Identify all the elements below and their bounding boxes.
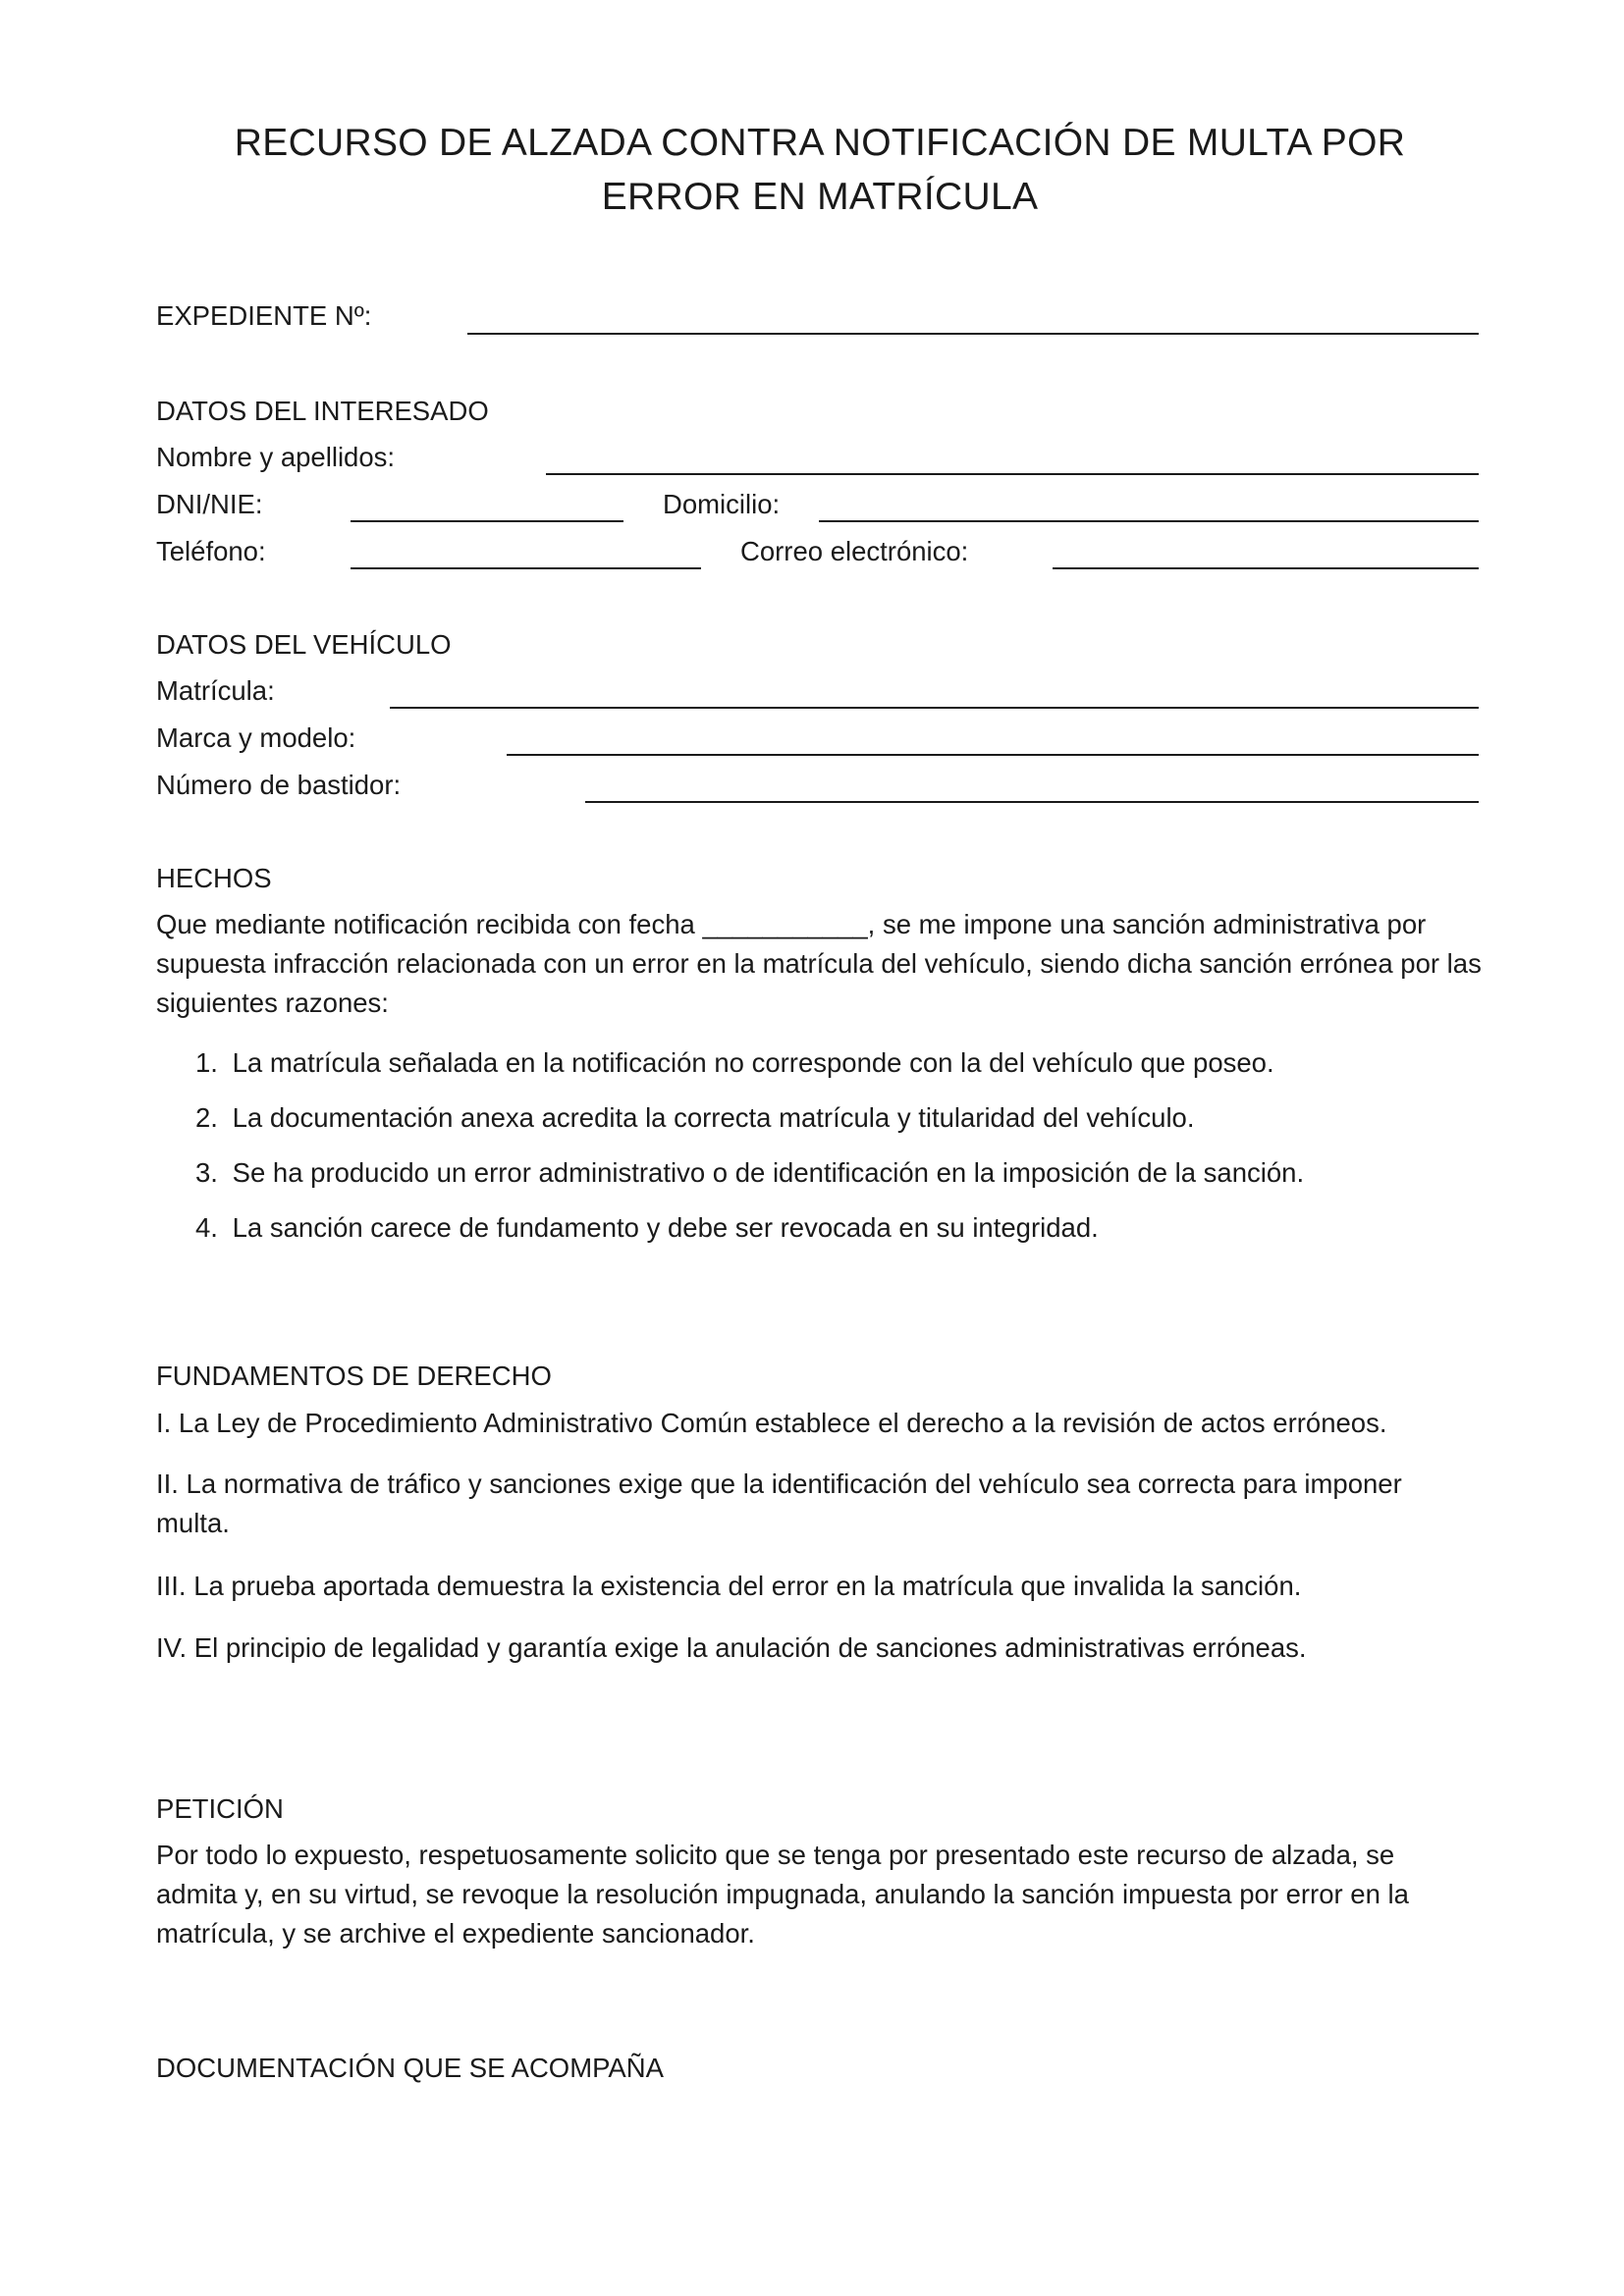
list-item: 1. La matrícula señalada en la notificación no corresponde con la del vehículo que poseo. bbox=[195, 1047, 1274, 1078]
hechos-intro: Que mediante notificación recibida con fecha ___________, se me impone una sanción administrativa por supuesta infracción relacionada con un error en la matrícula del vehículo, siendo dicha sanción errónea por las siguientes razones: bbox=[156, 909, 1482, 1018]
vehiculo-heading: DATOS DEL VEHÍCULO bbox=[156, 629, 452, 660]
marca-field[interactable] bbox=[507, 754, 1479, 756]
hechos-list bbox=[156, 1043, 1472, 1263]
domicilio-label: Domicilio: bbox=[663, 489, 781, 519]
expediente-field[interactable] bbox=[467, 333, 1479, 335]
correo-label: Correo electrónico: bbox=[740, 536, 969, 566]
hechos-heading: HECHOS bbox=[156, 863, 272, 893]
peticion-heading: PETICIÓN bbox=[156, 1793, 284, 1824]
interesado-heading: DATOS DEL INTERESADO bbox=[156, 396, 489, 426]
matricula-label: Matrícula: bbox=[156, 675, 275, 706]
list-item: 4. La sanción carece de fundamento y debe ser revocada en su integridad. bbox=[195, 1212, 1099, 1243]
correo-field[interactable] bbox=[1053, 567, 1479, 569]
document-title bbox=[157, 116, 1483, 224]
domicilio-field[interactable] bbox=[819, 520, 1479, 522]
title-line-2: ERROR EN MATRÍCULA bbox=[601, 176, 1039, 218]
title-line-1: RECURSO DE ALZADA CONTRA NOTIFICACIÓN DE MULTA POR bbox=[234, 122, 1406, 164]
peticion-text: Por todo lo expuesto, respetuosamente solicito que se tenga por presentado este recurso de alzada, se admita y, en su virtud, se revoque la resolución impugnada, anulando la sanción impuesta por error en la matrícula, y se archive el expediente sancionador. bbox=[156, 1840, 1409, 1949]
dni-field[interactable] bbox=[351, 520, 623, 522]
matricula-field[interactable] bbox=[390, 707, 1479, 709]
nombre-label: Nombre y apellidos: bbox=[156, 442, 396, 472]
marca-label: Marca y modelo: bbox=[156, 722, 356, 753]
telefono-label: Teléfono: bbox=[156, 536, 266, 566]
dni-label: DNI/NIE: bbox=[156, 489, 263, 519]
bastidor-field[interactable] bbox=[585, 801, 1479, 803]
list-item: 3. Se ha producido un error administrativo o de identificación en la imposición de la sanción. bbox=[195, 1157, 1305, 1188]
nombre-field[interactable] bbox=[546, 473, 1479, 475]
fundamentos-heading: FUNDAMENTOS DE DERECHO bbox=[156, 1361, 552, 1391]
fundamento-item: II. La normativa de tráfico y sanciones exige que la identificación del vehículo sea correcta para imponer multa. bbox=[156, 1468, 1402, 1538]
documentacion-heading: DOCUMENTACIÓN QUE SE ACOMPAÑA bbox=[156, 2053, 664, 2083]
fundamento-item: I. La Ley de Procedimiento Administrativo Común establece el derecho a la revisión de actos erróneos. bbox=[156, 1408, 1387, 1438]
list-item: 2. La documentación anexa acredita la correcta matrícula y titularidad del vehículo. bbox=[195, 1102, 1195, 1133]
fundamento-item: IV. El principio de legalidad y garantía exige la anulación de sanciones administrativas erróneas. bbox=[156, 1632, 1307, 1663]
bastidor-label: Número de bastidor: bbox=[156, 770, 402, 800]
telefono-field[interactable] bbox=[351, 567, 701, 569]
expediente-label: EXPEDIENTE Nº: bbox=[156, 300, 372, 331]
fundamento-item: III. La prueba aportada demuestra la existencia del error en la matrícula que invalida la sanción. bbox=[156, 1571, 1302, 1601]
